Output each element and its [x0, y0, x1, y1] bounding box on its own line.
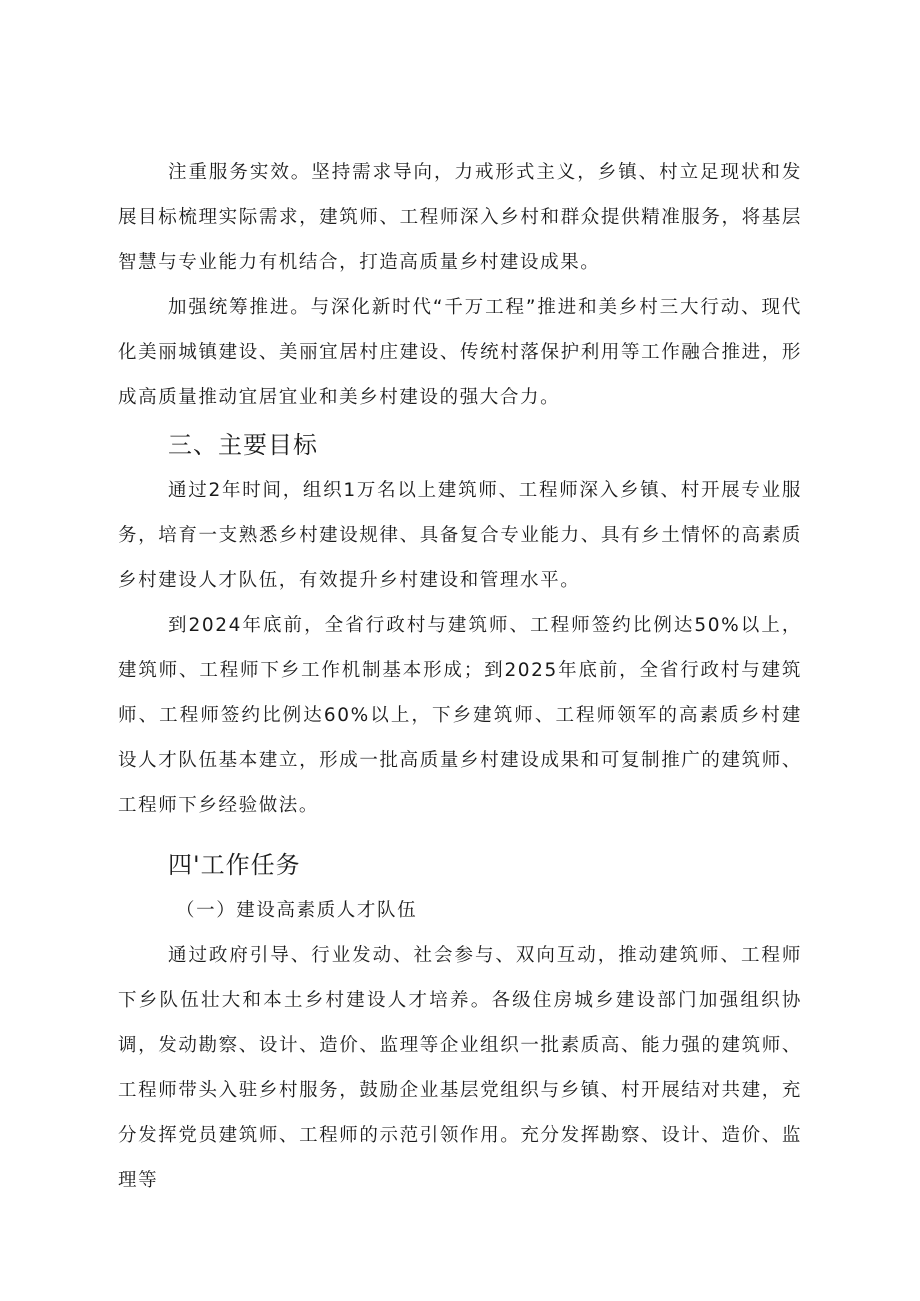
paragraph-goal-overview: 通过2年时间，组织1万名以上建筑师、工程师深入乡镇、村开展专业服务，培育一支熟悉乡村建设规律、具备复合专业能力、具有乡土情怀的高素质乡村建设人才队伍，有效提升乡村建设和管理水平。 — [118, 480, 802, 591]
subsection-heading-talent-team: （一）建设高素质人才队伍 — [176, 900, 418, 921]
section-heading-work-tasks: 四'工作任务 — [168, 851, 301, 879]
paragraph-talent-team: 通过政府引导、行业发动、社会参与、双向互动，推动建筑师、工程师下乡队伍壮大和本土乡村建设人才培养。各级住房城乡建设部门加强组织协调，发动勘察、设计、造价、监理等企业组织一批素质高、能力强的建筑师、工程师带头入驻乡村服务，鼓励企业基层党组织与乡镇、村开展结对共建，充分发挥党员建筑师、工程师的示范引领作用。充分发挥勘察、设计、造价、监理等 — [118, 945, 802, 1191]
paragraph-service-effectiveness: 注重服务实效。坚持需求导向，力戒形式主义，乡镇、村立足现状和发展目标梳理实际需求，建筑师、工程师深入乡村和群众提供精准服务，将基层智慧与专业能力有机结合，打造高质量乡村建设成果。 — [118, 162, 802, 273]
paragraph-coordination: 加强统筹推进。与深化新时代“千万工程”推进和美乡村三大行动、现代化美丽城镇建设、美丽宜居村庄建设、传统村落保护利用等工作融合推进，形成高质量推动宜居宜业和美乡村建设的强大合力。 — [118, 297, 802, 408]
section-heading-main-goals: 三、主要目标 — [168, 431, 318, 459]
document-body — [118, 150, 802, 1203]
paragraph-goal-targets: 到2024年底前，全省行政村与建筑师、工程师签约比例达50%以上，建筑师、工程师下乡工作机制基本形成；到2025年底前，全省行政村与建筑师、工程师签约比例达60%以上，下乡建筑师、工程师领军的高素质乡村建设人才队伍基本建立，形成一批高质量乡村建设成果和可复制推广的建筑师、工程师下乡经验做法。 — [118, 615, 802, 816]
